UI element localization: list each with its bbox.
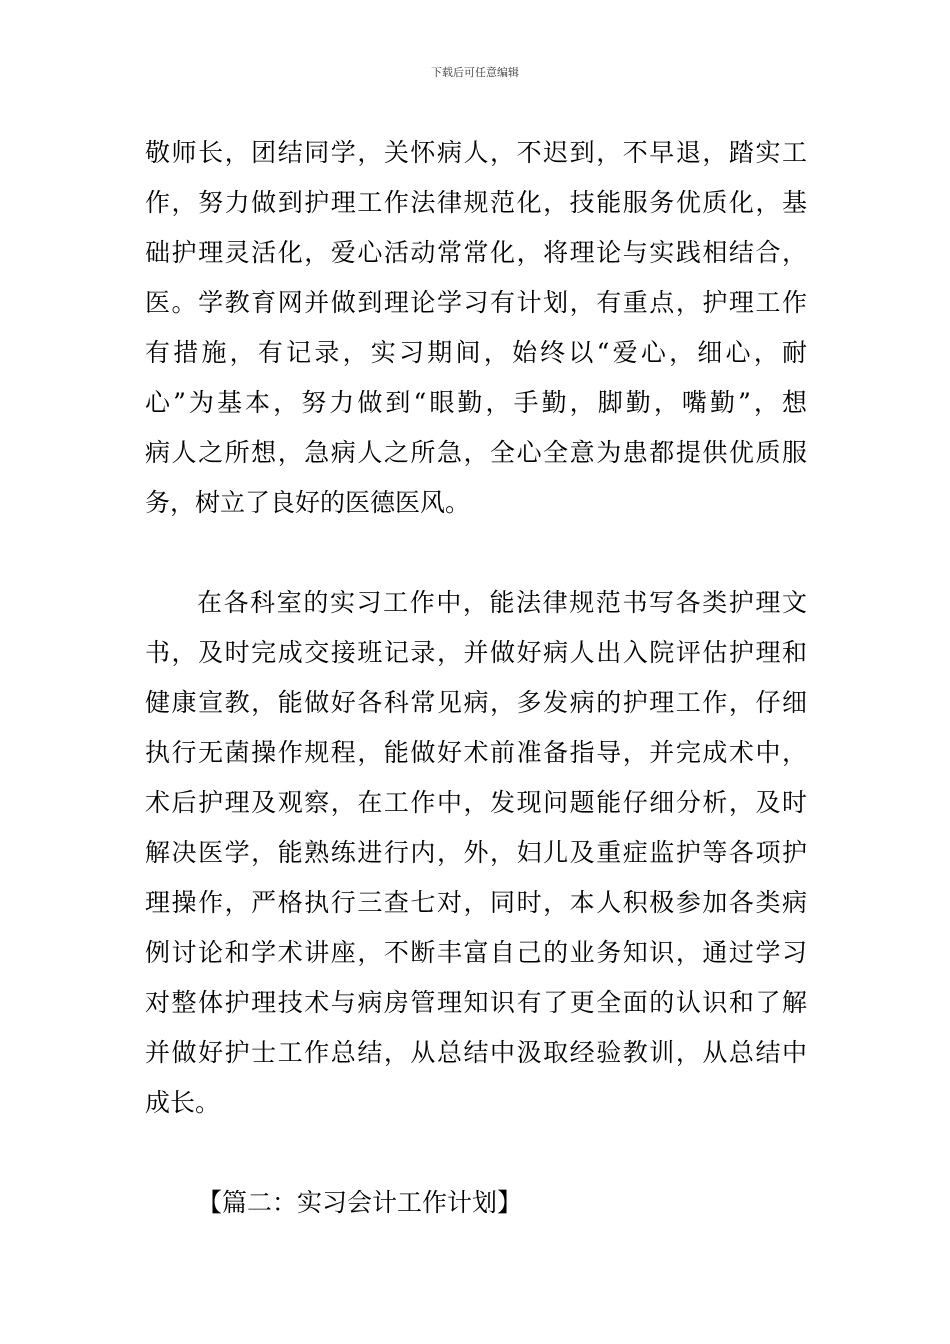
paragraph-spacer <box>145 1128 807 1178</box>
paragraph-line: 解决医学，能熟练进行内，外，妇儿及重症监护等各项护 <box>145 838 807 867</box>
paragraph-line: 作，努力做到护理工作法律规范化，技能服务优质化，基 <box>145 188 807 217</box>
paragraph-1 <box>145 128 807 528</box>
paragraph-line: 对整体护理技术与病房管理知识有了更全面的认识和了解 <box>145 988 807 1017</box>
paragraph-line: 心”为基本，努力做到“眼勤，手勤，脚勤，嘴勤”，想 <box>145 388 807 417</box>
paragraph-line: 病人之所想，急病人之所急，全心全意为患都提供优质服 <box>145 438 807 467</box>
paragraph-line: 医。学教育网并做到理论学习有计划，有重点，护理工作 <box>145 288 807 317</box>
paragraph-line: 健康宣教，能做好各科常见病，多发病的护理工作，仔细 <box>145 688 807 717</box>
page-header-note: 下载后可任意编辑 <box>431 66 519 79</box>
paragraph-line: 例讨论和学术讲座，不断丰富自己的业务知识，通过学习 <box>145 938 807 967</box>
paragraph-line: 书，及时完成交接班记录，并做好病人出入院评估护理和 <box>145 638 807 667</box>
paragraph-line: 并做好护士工作总结，从总结中汲取经验教训，从总结中 <box>145 1038 807 1067</box>
paragraph-line: 术后护理及观察，在工作中，发现问题能仔细分析，及时 <box>145 788 807 817</box>
paragraph-spacer <box>145 528 807 578</box>
paragraph-line: 执行无菌操作规程，能做好术前准备指导，并完成术中， <box>145 738 807 767</box>
paragraph-line: 理操作，严格执行三查七对，同时，本人积极参加各类病 <box>145 888 807 917</box>
paragraph-line: 在各科室的实习工作中，能法律规范书写各类护理文 <box>197 588 807 617</box>
document-body <box>145 128 807 1228</box>
paragraph-line: 敬师长，团结同学，关怀病人，不迟到，不早退，踏实工 <box>145 138 807 167</box>
paragraph-line: 有措施，有记录，实习期间，始终以“爱心，细心，耐 <box>145 338 807 367</box>
section-heading: 【篇二：实习会计工作计划】 <box>197 1188 523 1217</box>
paragraph-line: 础护理灵活化，爱心活动常常化，将理论与实践相结合， <box>145 238 807 267</box>
paragraph-line: 成长。 <box>145 1088 221 1117</box>
paragraph-line: 务，树立了良好的医德医风。 <box>145 488 471 517</box>
paragraph-2 <box>145 578 807 1128</box>
